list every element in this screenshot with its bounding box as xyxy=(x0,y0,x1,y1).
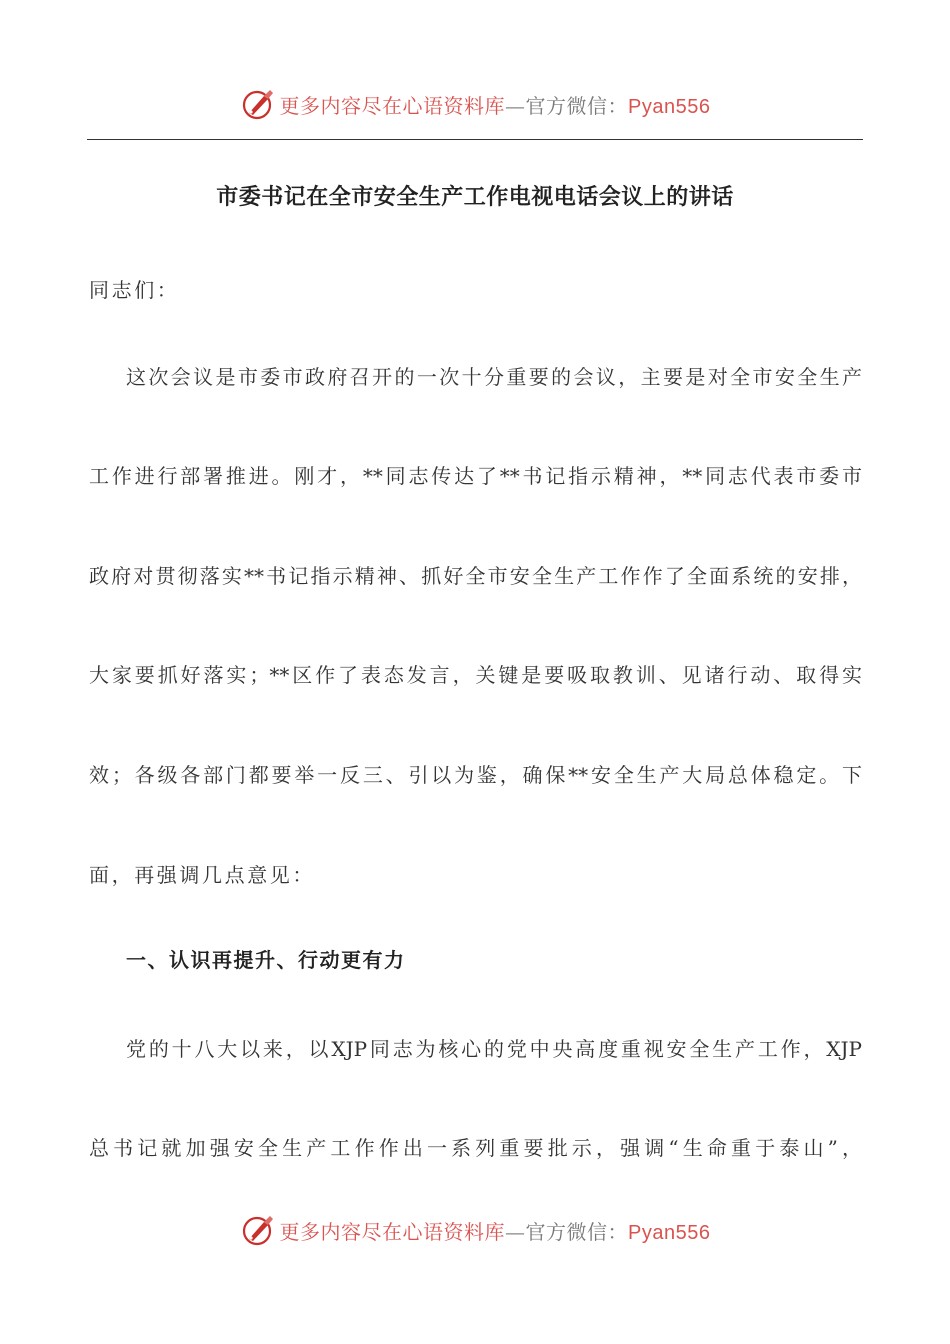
paragraph-line: 效；各级各部门都要举一反三、引以为鉴，确保**安全生产大局总体稳定。下 xyxy=(89,763,862,787)
banner-text xyxy=(280,90,711,119)
section-heading: 一、认识再提升、行动更有力 xyxy=(126,948,406,972)
paragraph-line: 政府对贯彻落实**书记指示精神、抓好全市安全生产工作作了全面系统的安排， xyxy=(89,564,862,588)
paragraph-line: 总书记就加强安全生产工作作出一系列重要批示，强调“生命重于泰山”， xyxy=(89,1136,862,1160)
paragraph-line: 这次会议是市委市政府召开的一次十分重要的会议，主要是对全市安全生产 xyxy=(126,365,862,389)
header-divider xyxy=(87,139,863,140)
footer-banner xyxy=(0,1208,950,1252)
header-banner xyxy=(0,82,950,126)
banner-sub-text: 官方微信： xyxy=(525,1219,629,1244)
banner-sub-text: 官方微信： xyxy=(525,93,629,118)
banner-text xyxy=(280,1216,711,1245)
banner-dash: — xyxy=(505,93,526,118)
pen-logo-icon xyxy=(240,86,276,122)
banner-main-text: 更多内容尽在心语资料库 xyxy=(279,1219,506,1244)
pen-logo-icon xyxy=(240,1212,276,1248)
paragraph-line: 面，再强调几点意见： xyxy=(89,863,315,887)
paragraph-line: 大家要抓好落实；**区作了表态发言，关键是要吸取教训、见诸行动、取得实 xyxy=(89,663,862,687)
salutation: 同志们： xyxy=(89,278,180,302)
banner-main-text: 更多内容尽在心语资料库 xyxy=(279,93,506,118)
banner-wechat-id: Pyan556 xyxy=(628,95,711,118)
paragraph-line: 工作进行部署推进。刚才，**同志传达了**书记指示精神，**同志代表市委市 xyxy=(89,464,862,488)
banner-dash: — xyxy=(505,1219,526,1244)
document-title: 市委书记在全市安全生产工作电视电话会议上的讲话 xyxy=(216,185,734,210)
banner-wechat-id: Pyan556 xyxy=(628,1221,711,1244)
paragraph-line: 党的十八大以来，以XJP同志为核心的党中央高度重视安全生产工作，XJP xyxy=(126,1037,862,1061)
